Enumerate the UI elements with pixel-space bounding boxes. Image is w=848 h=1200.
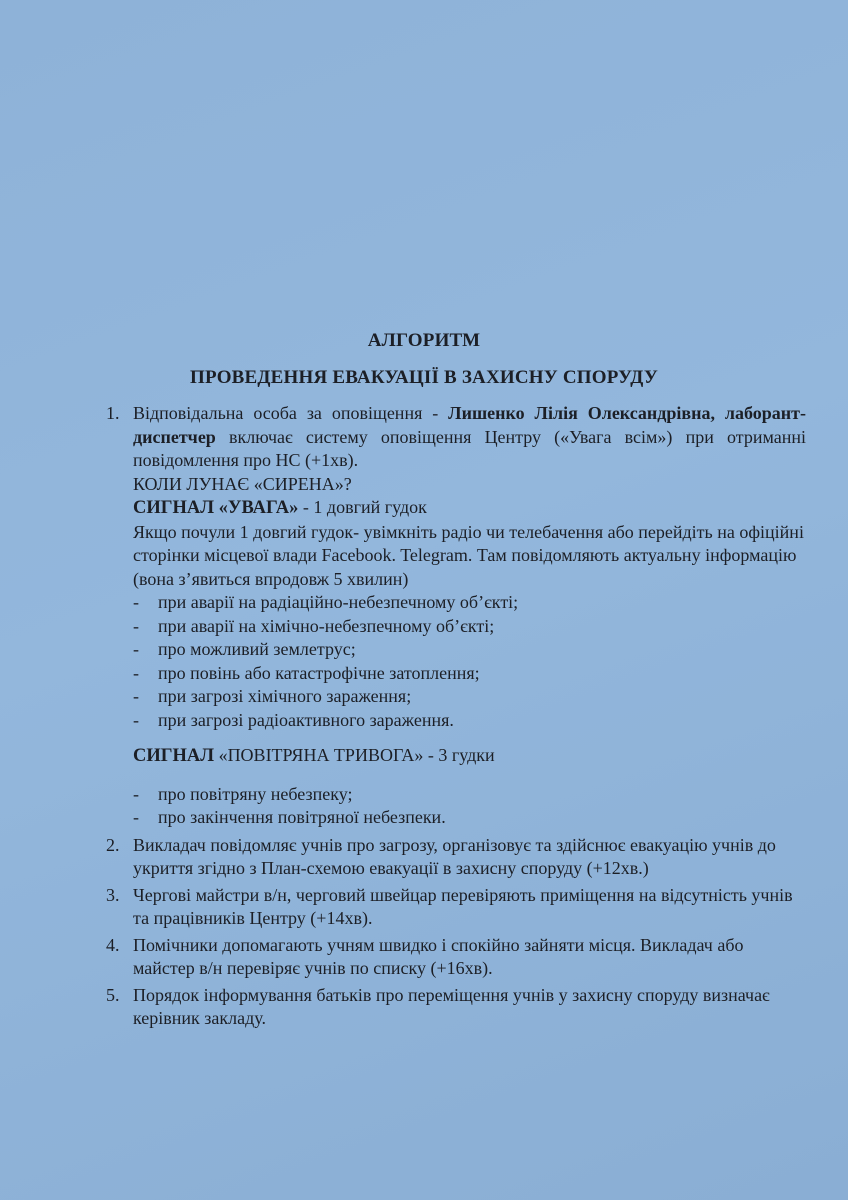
dash-marker: - <box>133 686 139 706</box>
step-text: Порядок інформування батьків про переміщення учнів у захисну споруду визначає керівник закладу. <box>133 984 770 1028</box>
dash-marker: - <box>133 615 139 636</box>
list-item-text: при загрозі хімічного зараження; <box>158 686 412 706</box>
signal-air-raid-name: СИГНАЛ <box>133 746 215 766</box>
step-text: Викладач повідомляє учнів про загрозу, організовує та здійснює евакуацію учнів до укриття згідно з План-схемою евакуації в захисну споруду (+12хв.) <box>133 834 776 878</box>
algorithm-step-4 <box>106 934 806 981</box>
signal-attention-desc: - 1 довгий гудок <box>298 497 427 517</box>
signal-attention-text: Якщо почули 1 довгий гудок- увімкніть радіо чи телебачення або перейдіть на офіційні сторінки місцевої влади Facebook. Telegram. Там повідомляють актуальну інформацію (вона з’явиться впродовж 5 хвилин) <box>133 521 804 589</box>
list-item-text: про закінчення повітряної небезпеки. <box>158 807 446 827</box>
signal-attention-bullets <box>133 591 806 732</box>
list-item <box>133 685 806 709</box>
algorithm-step-5 <box>106 984 806 1031</box>
document-title: АЛГОРИТМ <box>367 330 481 351</box>
dash-marker: - <box>133 662 139 683</box>
step-number: 5. <box>106 984 120 1005</box>
list-item <box>133 638 806 662</box>
signal-air-raid-desc: «ПОВІТРЯНА ТРИВОГА» - 3 гудки <box>214 745 495 765</box>
signal-attention <box>133 496 806 521</box>
step-number: 3. <box>106 884 120 905</box>
list-item-text: про можливий землетрус; <box>158 639 356 659</box>
siren-question: КОЛИ ЛУНАЄ «СИРЕНА»? <box>133 473 352 494</box>
step-text: Чергові майстри в/н, черговий швейцар перевіряють приміщення на відсутність учнів та працівників Центру (+14хв). <box>133 884 793 928</box>
algorithm-step-3 <box>106 884 806 931</box>
list-item-text: при загрозі радіоактивного зараження. <box>158 709 454 730</box>
document-subtitle: ПРОВЕДЕННЯ ЕВАКУАЦІЇ В ЗАХИСНУ СПОРУДУ <box>190 367 658 388</box>
list-item-text: при аварії на хімічно-небезпечному об’єкті; <box>158 615 495 636</box>
step-text: Помічники допомагають учням швидко і спокійно зайняти місця. Викладач або майстер в/н перевіряє учнів по списку (+16хв). <box>133 934 744 978</box>
algorithm-step-2 <box>106 834 806 881</box>
dash-marker: - <box>133 709 139 730</box>
list-item-text: про повінь або катастрофічне затоплення; <box>158 662 480 683</box>
signal-attention-name: СИГНАЛ «УВАГА» <box>133 498 299 518</box>
dash-marker: - <box>133 639 139 659</box>
list-item <box>133 662 806 686</box>
list-item <box>133 591 806 615</box>
step-number: 4. <box>106 934 120 955</box>
step-1-intro <box>133 402 806 473</box>
algorithm-list <box>106 402 806 1034</box>
list-item <box>133 615 806 639</box>
list-item <box>133 806 806 830</box>
list-item-text: про повітряну небезпеку; <box>158 783 353 804</box>
algorithm-step-1 <box>106 402 806 830</box>
list-item-text: при аварії на радіаційно-небезпечному об’єкті; <box>158 592 519 612</box>
dash-marker: - <box>133 807 139 827</box>
step-number: 2. <box>106 834 120 855</box>
step-number: 1. <box>106 403 120 423</box>
list-item <box>133 783 806 807</box>
signal-air-raid-bullets <box>133 783 806 830</box>
dash-marker: - <box>133 592 139 612</box>
responsible-person: Лишенко Лілія Олександрівна, лаборант-диспетчер <box>133 403 807 447</box>
step-1-intro-plain: Відповідальна особа за оповіщення - <box>133 403 449 423</box>
signal-air-raid <box>133 744 806 769</box>
step-1-intro-rest: включає систему оповіщення Центру («Увага всім») при отриманні повідомлення про НС (+1хв). <box>133 426 806 470</box>
list-item <box>133 709 806 733</box>
dash-marker: - <box>133 783 139 804</box>
